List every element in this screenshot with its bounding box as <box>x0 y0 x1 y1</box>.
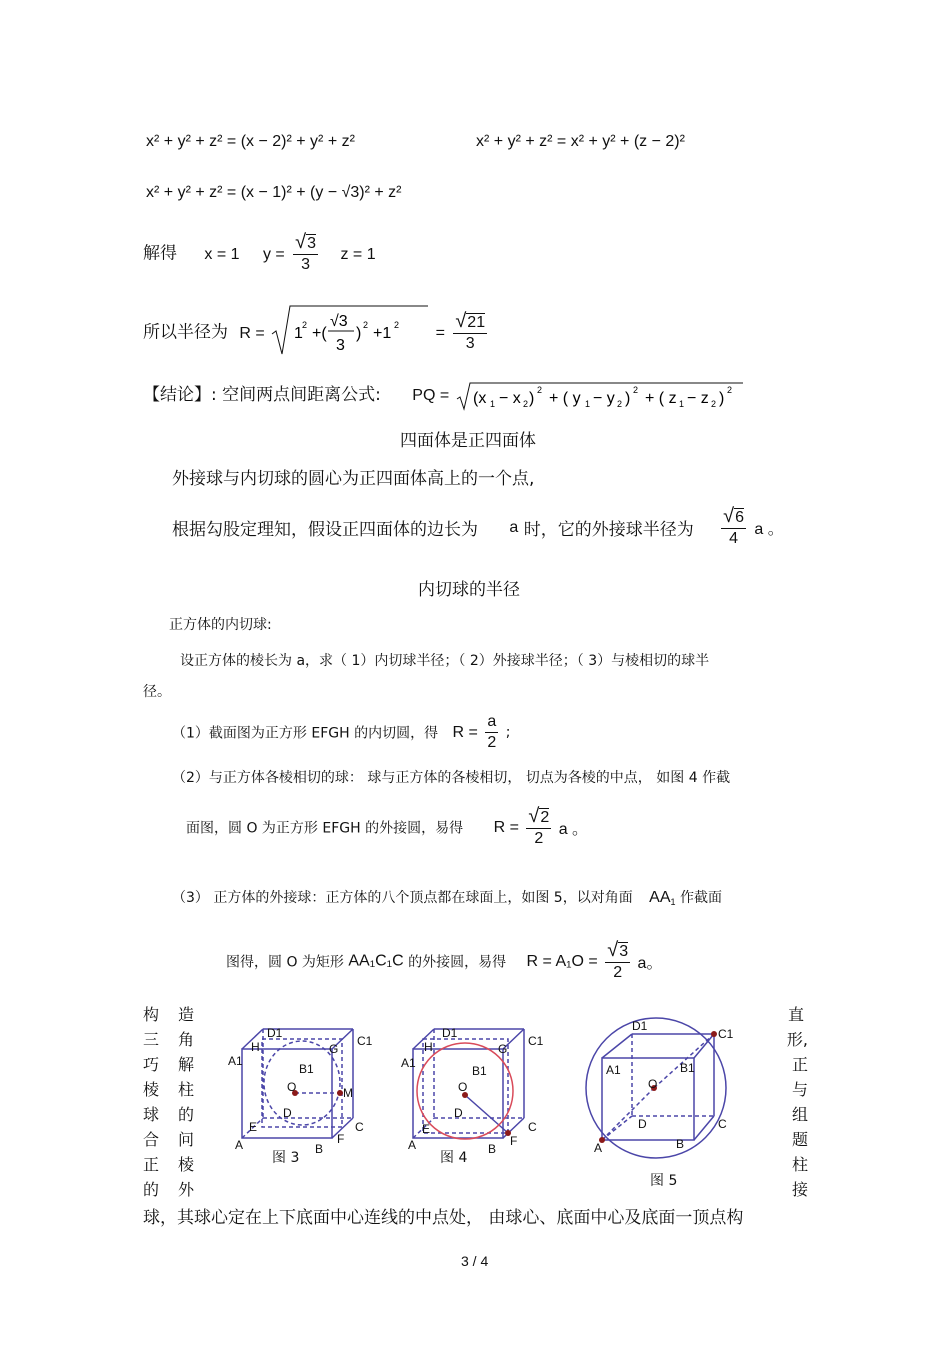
fig3-label-d: D <box>283 1106 292 1120</box>
solve-y-lhs: y = <box>262 245 285 263</box>
svg-text:2: 2 <box>394 320 400 330</box>
right-col2-char: 组 <box>791 1105 808 1124</box>
figure-4 <box>398 1025 548 1167</box>
svg-text:2: 2 <box>616 398 622 409</box>
figure-4-caption: 图 4 <box>440 1150 468 1166</box>
right-column-2 <box>772 1027 808 1202</box>
fig4-label-h: H <box>424 1040 433 1054</box>
svg-text:(x: (x <box>472 389 486 407</box>
figure-5-caption: 图 5 <box>650 1173 678 1189</box>
conclusion-label: 【结论】: 空间两点间距离公式: <box>143 385 381 405</box>
equation-1-left: x² + y² + z² = (x − 2)² + y² + z² <box>146 133 355 150</box>
left-col1-char: 球 <box>143 1105 160 1124</box>
para2-text2: 时，它的外接球半径为 <box>523 520 694 540</box>
radius-line: 所以半径为 R = 1 2 +( √3 3 ) 2 +1 2 = $\frac{√21}{3}$ <box>143 304 490 361</box>
fig3-label-e: E <box>249 1120 258 1134</box>
fig3-label-d1: D1 <box>267 1026 283 1040</box>
solve-z: z = 1 <box>340 245 376 263</box>
fig4-label-f: F <box>510 1134 518 1148</box>
fig4-label-b1: B1 <box>472 1064 487 1078</box>
svg-text:+ ( z: + ( z <box>644 389 677 407</box>
page-number: 3 / 4 <box>461 1253 489 1269</box>
fig3-label-f: F <box>337 1132 345 1146</box>
left-col1-char: 三 <box>143 1030 160 1049</box>
item2-text: 面图，圆 O 为正方形 EFGH 的外接圆，易得 <box>186 820 464 837</box>
left-col2-char: 问 <box>178 1130 195 1149</box>
radius-result-den: 3 <box>465 335 475 352</box>
fig3-label-h: H <box>251 1040 260 1054</box>
item-1 <box>172 712 510 753</box>
item3-rect: AA₁C₁C <box>348 952 404 970</box>
left-column-2 <box>178 1002 194 1202</box>
item-2-line1: （2）与正方体各棱相切的球： 球与正方体的各棱相切， 切点为各棱的中点， 如图 4 作截 <box>172 770 731 786</box>
fig5-label-d1: D1 <box>632 1019 648 1033</box>
left-col1-char: 正 <box>143 1155 160 1174</box>
left-col2-char: 棱 <box>178 1155 195 1174</box>
item3-fraction: $\frac{√3}{2}$ <box>607 939 629 981</box>
item2-tail: a 。 <box>558 821 589 838</box>
right-col2-char: 正 <box>791 1055 808 1074</box>
radius-result-fraction: $\frac{√21}{3}$ <box>455 310 486 352</box>
item-2-line2 <box>186 806 588 849</box>
svg-text:1: 1 <box>489 398 495 409</box>
fig4-label-e: E <box>422 1122 431 1136</box>
conclusion-line <box>143 380 745 411</box>
conclusion-formula-lhs: PQ = <box>412 387 450 404</box>
equation-2: x² + y² + z² = (x − 1)² + (y − √3)² + z² <box>146 184 402 201</box>
left-col2-char: 解 <box>178 1055 195 1074</box>
svg-text:1: 1 <box>678 398 684 409</box>
svg-text:): ) <box>528 389 534 407</box>
fig5-label-c1: C1 <box>718 1027 734 1041</box>
svg-text:2: 2 <box>710 398 716 409</box>
fig4-label-c: C <box>528 1120 537 1134</box>
svg-text:− z: − z <box>686 389 709 407</box>
para2-tail: a 。 <box>754 521 784 538</box>
svg-text:− x: − x <box>498 389 521 407</box>
cube-title: 正方体的内切球: <box>169 617 272 633</box>
fig3-label-a: A <box>235 1138 244 1152</box>
svg-text:): ) <box>718 389 724 407</box>
item3-text2: 图得，圆 O 为矩形 <box>226 954 344 971</box>
item3-num: 3 <box>619 943 629 960</box>
item3-aa1 <box>649 889 675 906</box>
fig3-label-b1: B1 <box>299 1062 314 1076</box>
fig3-label-c: C <box>355 1120 364 1134</box>
fig3-label-o: O <box>287 1080 297 1094</box>
solve-line <box>143 232 376 275</box>
figure-3 <box>225 1025 375 1167</box>
fig4-label-d1: D1 <box>442 1026 458 1040</box>
fig4-label-b: B <box>488 1142 497 1156</box>
heading-tetrahedron: 四面体是正四面体 <box>400 431 536 451</box>
fig5-label-a: A <box>594 1141 603 1155</box>
solve-label: 解得 <box>143 243 177 264</box>
fig3-label-g: G <box>329 1042 339 1056</box>
radius-root <box>270 304 430 361</box>
svg-text:− y: − y <box>592 389 615 407</box>
item2-lhs: R = <box>493 818 519 836</box>
item1-den: 2 <box>487 734 497 751</box>
item1-tail: ; <box>505 724 511 741</box>
item3-aa1-base: AA <box>649 889 671 906</box>
fig4-label-d: D <box>454 1106 463 1120</box>
para2-num: 6 <box>735 509 745 526</box>
left-col2-char: 柱 <box>178 1080 195 1099</box>
svg-text:1: 1 <box>584 398 590 409</box>
item1-fraction <box>485 712 498 753</box>
solve-y-num: 3 <box>307 235 317 252</box>
solve-y-fraction: $\frac{√3}{3}$ <box>295 231 317 273</box>
equation-1-right: x² + y² + z² = x² + y² + (z − 2)² <box>476 133 685 150</box>
fig3-label-a1: A1 <box>228 1054 243 1068</box>
svg-text:3: 3 <box>336 337 346 354</box>
last-line: 球，其球心定在上下底面中心连线的中点处， 由球心、底面中心及底面一顶点构 <box>143 1208 744 1228</box>
left-col2-char: 外 <box>178 1180 195 1199</box>
item3-lhs: R = A₁O = <box>526 952 598 970</box>
item3-mid: 的外接圆，易得 <box>408 954 507 971</box>
fig4-label-a1: A1 <box>401 1056 416 1070</box>
right-col1-char: 直 <box>788 1005 805 1024</box>
svg-text:+1: +1 <box>373 325 392 342</box>
left-col2-char: 造 <box>178 1005 195 1024</box>
item1-text: （1）截面图为正方形 EFGH 的内切圆，得 <box>172 725 439 742</box>
right-col2-char: 形, <box>786 1030 808 1049</box>
right-column-1 <box>788 1002 804 1027</box>
fig3-label-b: B <box>315 1142 324 1156</box>
cube-question-line1: 设正方体的棱长为 a，求（ 1）内切球半径；（ 2）外接球半径；（ 3）与棱相切的球半 <box>180 653 710 669</box>
item-3-line2 <box>226 940 662 983</box>
item1-lhs: R = <box>452 723 478 741</box>
item2-den: 2 <box>534 830 544 847</box>
fig4-label-a: A <box>408 1138 417 1152</box>
svg-text:2: 2 <box>726 384 732 395</box>
svg-text:+(: +( <box>312 325 327 342</box>
fig4-label-c1: C1 <box>528 1034 544 1048</box>
item-3-line1 <box>172 887 722 907</box>
para2-fraction: $\frac{√6}{4}$ <box>723 505 745 547</box>
item3-line1-tail: 作截面 <box>679 890 722 906</box>
svg-text:+ ( y: + ( y <box>548 389 581 407</box>
heading-inscribed-radius: 内切球的半径 <box>418 580 520 600</box>
para2-den: 4 <box>729 530 739 547</box>
fig5-label-b: B <box>676 1137 685 1151</box>
fig3-label-c1: C1 <box>357 1034 373 1048</box>
solve-y-den: 3 <box>301 256 311 273</box>
fig5-label-a1: A1 <box>606 1063 621 1077</box>
para2-text1: 根据勾股定理知，假设正四面体的边长为 <box>172 520 478 540</box>
svg-text:): ) <box>356 325 362 342</box>
svg-text:2: 2 <box>302 320 308 330</box>
right-col2-char: 柱 <box>791 1155 808 1174</box>
left-col1-char: 巧 <box>143 1055 160 1074</box>
figure-3-caption: 图 3 <box>272 1150 300 1166</box>
right-col2-char: 接 <box>791 1180 808 1199</box>
item3-den: 2 <box>613 964 623 981</box>
left-col1-char: 合 <box>143 1130 160 1149</box>
radius-result-num: 21 <box>467 314 486 331</box>
para2-var: a <box>509 518 519 536</box>
fig5-label-o: O <box>648 1077 658 1091</box>
radius-lhs: R = <box>239 324 265 342</box>
svg-text:1: 1 <box>294 325 304 342</box>
svg-text:2: 2 <box>536 384 542 395</box>
left-col1-char: 的 <box>143 1180 160 1199</box>
paragraph-centers: 外接球与内切球的圆心为正四面体高上的一个点, <box>172 469 535 489</box>
figure-5 <box>580 1012 740 1162</box>
svg-text:2: 2 <box>632 384 638 395</box>
radius-label: 所以半径为 <box>143 322 228 343</box>
svg-text:): ) <box>624 389 630 407</box>
right-col2-char: 题 <box>791 1130 808 1149</box>
fig4-label-g: G <box>498 1042 508 1056</box>
fig5-label-d: D <box>638 1117 647 1131</box>
item3-aa1-sub: 1 <box>670 897 676 907</box>
fig3-label-m: M <box>343 1086 353 1100</box>
fig4-label-o: O <box>458 1080 468 1094</box>
left-col1-char: 棱 <box>143 1080 160 1099</box>
right-col2-char: 与 <box>791 1080 808 1099</box>
fig5-label-c: C <box>718 1117 727 1131</box>
left-col2-char: 的 <box>178 1105 195 1124</box>
svg-text:√3: √3 <box>330 313 348 330</box>
item3-tail: a。 <box>637 955 663 972</box>
distance-formula <box>455 384 745 409</box>
item1-num: a <box>485 712 498 733</box>
left-col2-char: 角 <box>178 1030 195 1049</box>
solve-x: x = 1 <box>204 245 240 263</box>
item2-num: 2 <box>540 809 550 826</box>
svg-text:2: 2 <box>363 320 369 330</box>
svg-text:2: 2 <box>522 398 528 409</box>
left-column-1 <box>143 1002 159 1202</box>
item3-text: （3） 正方体的外接球：正方体的八个顶点都在球面上，如图 5，以对角面 <box>172 890 633 906</box>
item2-fraction: $\frac{√2}{2}$ <box>528 805 550 847</box>
left-col1-char: 构 <box>143 1005 160 1024</box>
cube-question-line2: 径。 <box>143 684 171 700</box>
paragraph-pythagoras <box>172 506 784 549</box>
fig5-label-b1: B1 <box>680 1061 695 1075</box>
